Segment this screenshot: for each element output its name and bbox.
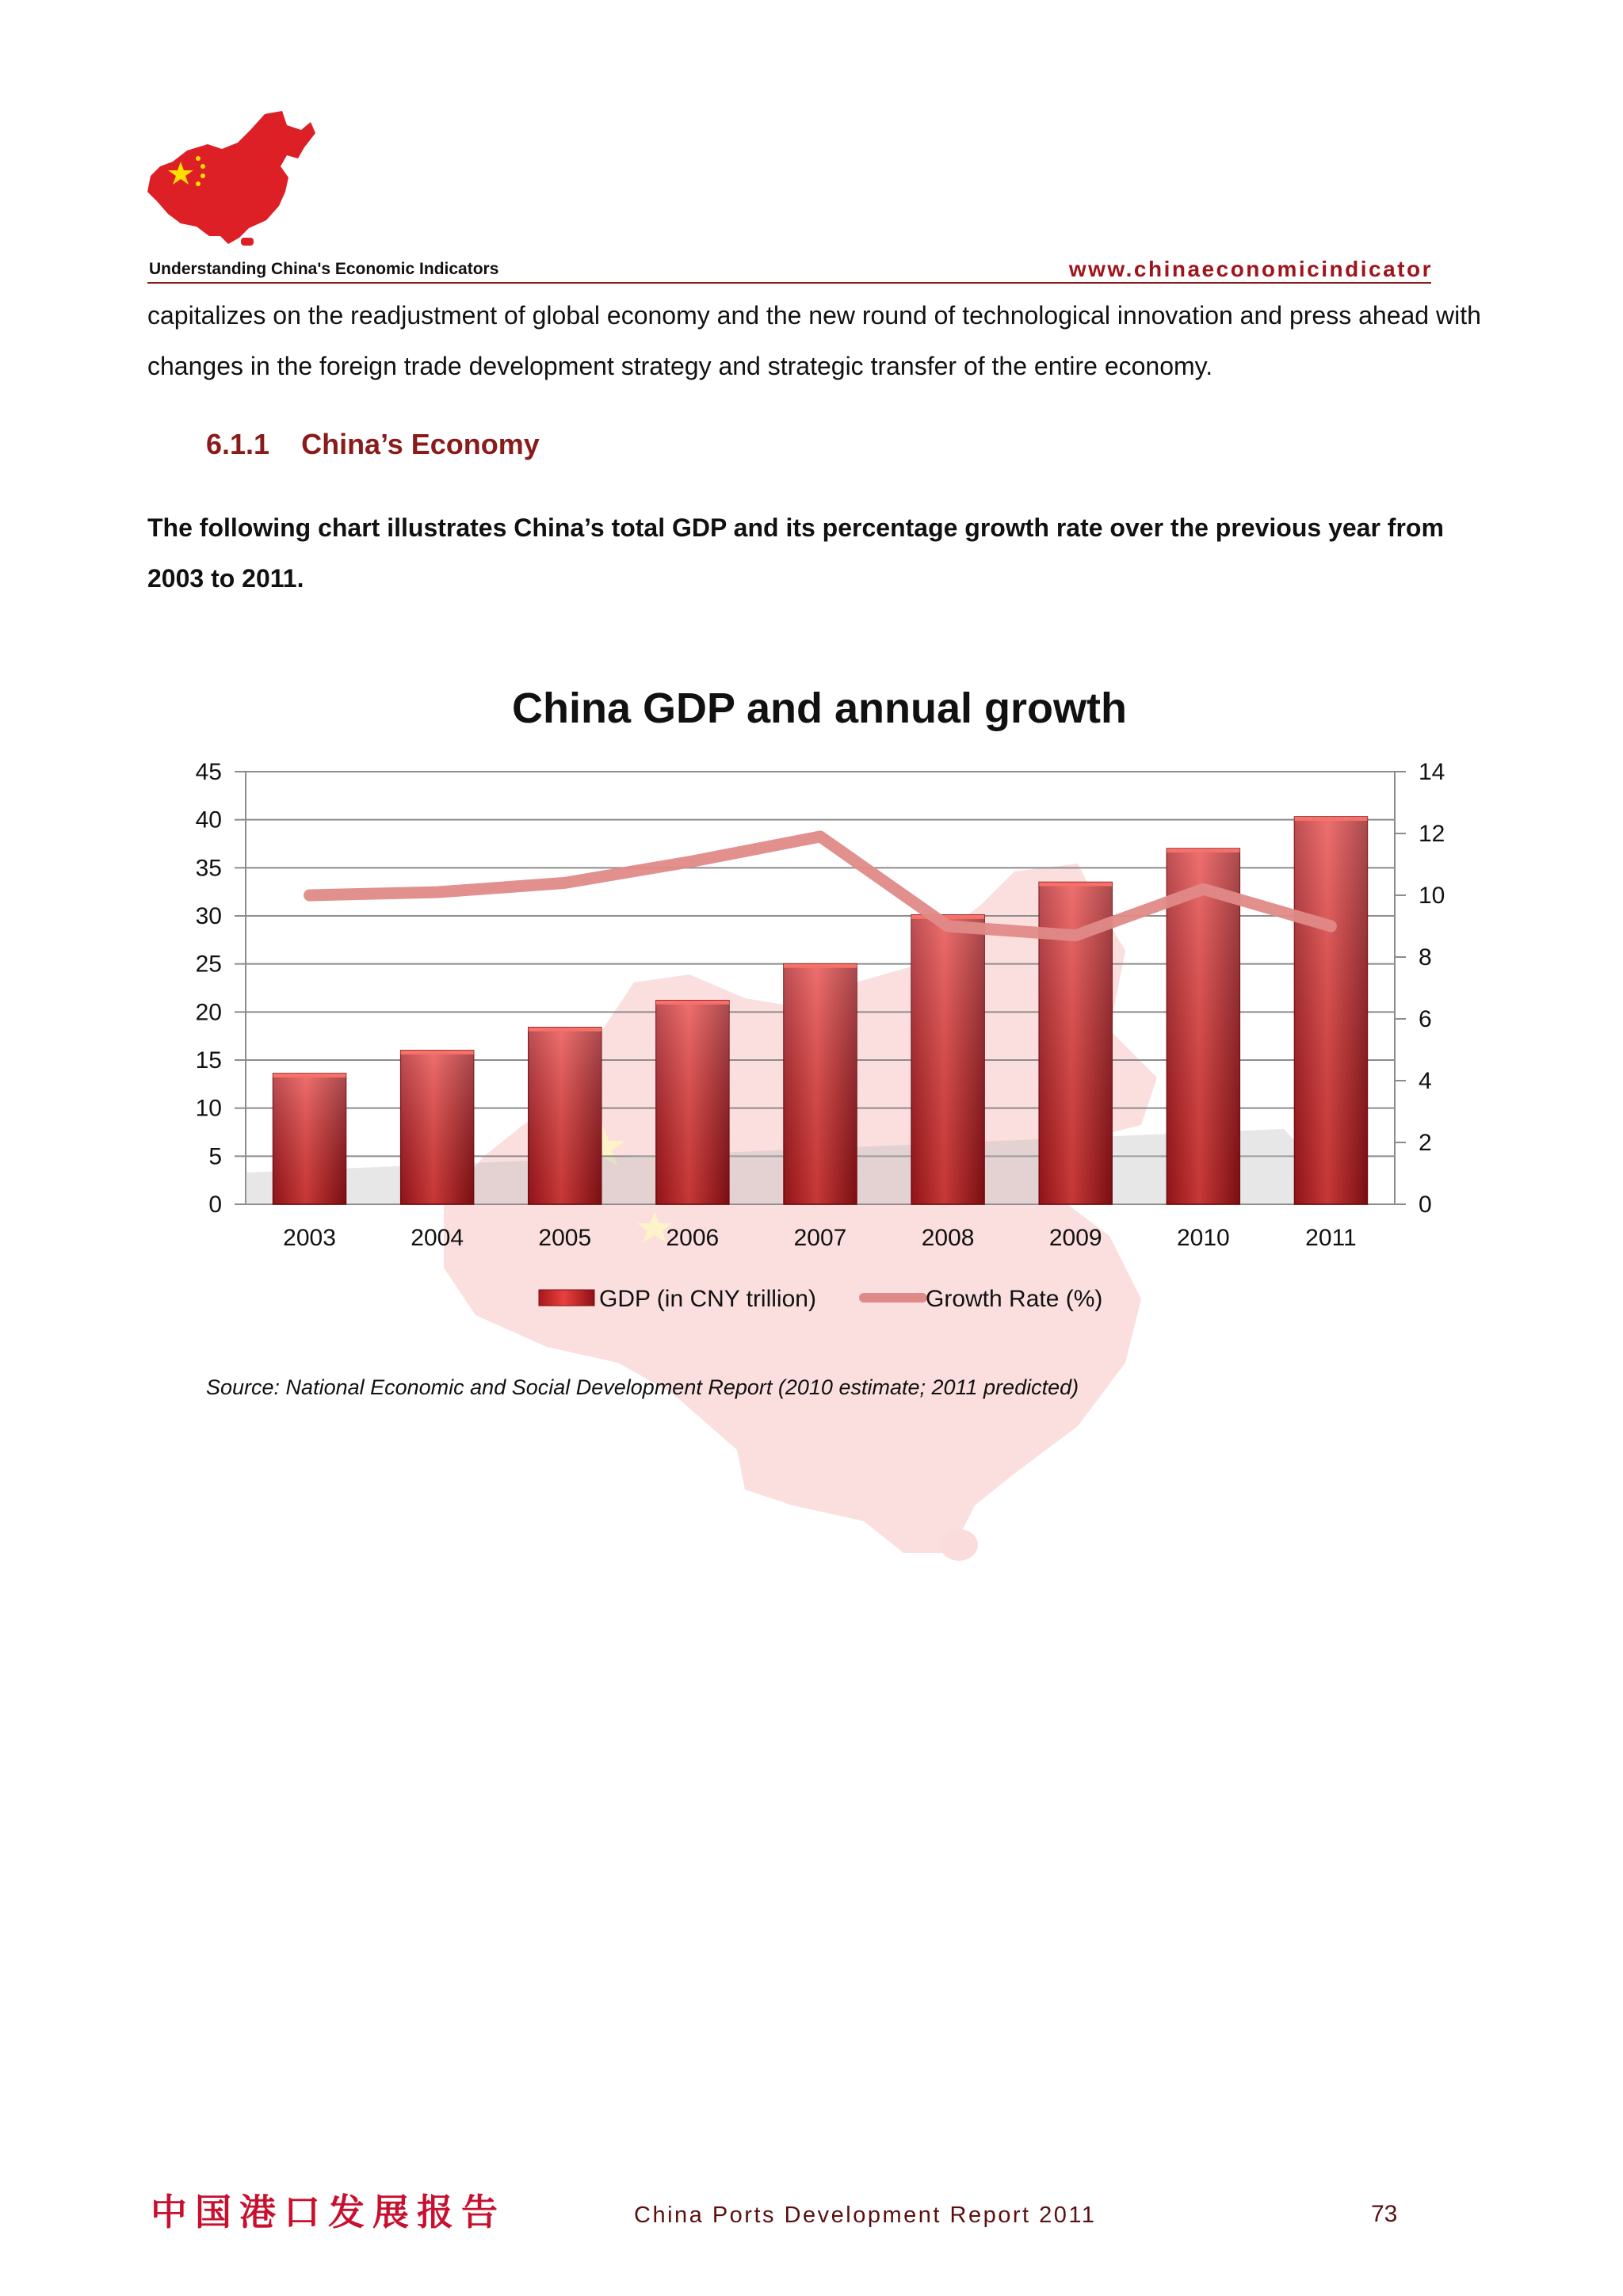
gdp-bar-shade	[273, 1074, 346, 1204]
legend-label-gdp: GDP (in CNY trillion)	[599, 1286, 816, 1312]
footer-english-title: China Ports Development Report 2011	[634, 2203, 1097, 2228]
x-axis-tick-label: 2004	[411, 1225, 464, 1251]
legend-label-growth: Growth Rate (%)	[926, 1286, 1103, 1312]
left-axis-tick-label: 0	[208, 1192, 222, 1218]
growth-rate-point	[564, 882, 566, 883]
growth-rate-point	[1330, 925, 1331, 927]
gdp-bar-top	[273, 1074, 346, 1077]
right-axis-tick-label: 8	[1419, 944, 1432, 971]
left-axis-tick-label: 45	[195, 759, 222, 785]
legend-swatch-gdp	[539, 1290, 594, 1306]
gdp-bar-top	[1167, 849, 1239, 852]
growth-rate-point	[692, 860, 693, 862]
gdp-bar-shade	[1294, 817, 1367, 1204]
source-note: Source: National Economic and Social Development Report (2010 estimate; 2011 predicted)	[206, 1375, 1079, 1399]
left-axis-tick-label: 35	[195, 855, 222, 882]
right-axis-tick-label: 10	[1419, 883, 1445, 909]
x-axis-tick-label: 2003	[283, 1225, 336, 1251]
growth-rate-point	[1075, 935, 1076, 936]
gdp-bar-shade	[529, 1028, 601, 1204]
left-axis-tick-label: 15	[195, 1047, 222, 1074]
footer-chinese-title: 中国港口发展报告	[151, 2191, 506, 2233]
right-axis-tick-label: 14	[1419, 759, 1445, 785]
left-axis-tick-label: 25	[195, 951, 222, 978]
left-axis-tick-label: 10	[195, 1095, 222, 1122]
growth-rate-point	[947, 925, 949, 927]
gdp-bar-top	[1039, 883, 1112, 887]
x-axis-tick-label: 2010	[1176, 1225, 1230, 1251]
right-axis-tick-label: 4	[1419, 1068, 1432, 1094]
growth-rate-point	[819, 836, 821, 837]
body-paragraph-1: capitalizes on the readjustment of global economy and the new round of technological innovation and press ahead with changes in the foreign trade development strategy and strategic transfer of the entire economy.	[147, 301, 1481, 380]
right-axis-tick-label: 2	[1419, 1130, 1432, 1156]
gdp-bar-top	[656, 1001, 729, 1005]
gdp-bar-shade	[784, 964, 857, 1204]
growth-rate-point	[309, 894, 311, 896]
gdp-bar-top	[401, 1051, 474, 1055]
gdp-bar-shade	[911, 915, 984, 1204]
gdp-bar-top	[784, 964, 857, 968]
left-axis-tick-label: 5	[208, 1143, 222, 1170]
right-axis-tick-label: 0	[1419, 1192, 1432, 1218]
x-axis-tick-label: 2005	[538, 1225, 592, 1251]
left-axis-tick-label: 20	[195, 999, 222, 1026]
chart-title: China GDP and annual growth	[511, 685, 1128, 732]
gdp-bar-top	[529, 1028, 601, 1032]
gdp-bar-top	[1294, 817, 1367, 821]
section-number: 6.1.1	[206, 428, 270, 460]
header-tagline: Understanding China's Economic Indicators	[149, 260, 499, 278]
header-website-link[interactable]: www.chinaeconomicindicator	[1068, 257, 1433, 281]
section-title: China’s Economy	[301, 428, 540, 460]
footer-page-number: 73	[1371, 2201, 1398, 2227]
gdp-bar-shade	[656, 1001, 729, 1204]
right-axis-tick-label: 12	[1419, 821, 1445, 847]
x-axis-tick-label: 2009	[1048, 1225, 1102, 1251]
x-axis-tick-label: 2007	[793, 1225, 847, 1251]
right-axis-tick-label: 6	[1419, 1006, 1432, 1032]
x-axis-tick-label: 2011	[1305, 1225, 1357, 1251]
body-paragraph-2: The following chart illustrates China’s total GDP and its percentage growth rate over the previous year from 2003 to 2011.	[147, 513, 1444, 593]
gdp-bar-shade	[401, 1051, 474, 1204]
growth-rate-point	[437, 891, 438, 893]
left-axis-tick-label: 30	[195, 903, 222, 929]
x-axis-tick-label: 2008	[921, 1225, 975, 1251]
growth-rate-point	[1202, 888, 1204, 890]
x-axis-tick-label: 2006	[666, 1225, 720, 1251]
left-axis-tick-label: 40	[195, 807, 222, 833]
